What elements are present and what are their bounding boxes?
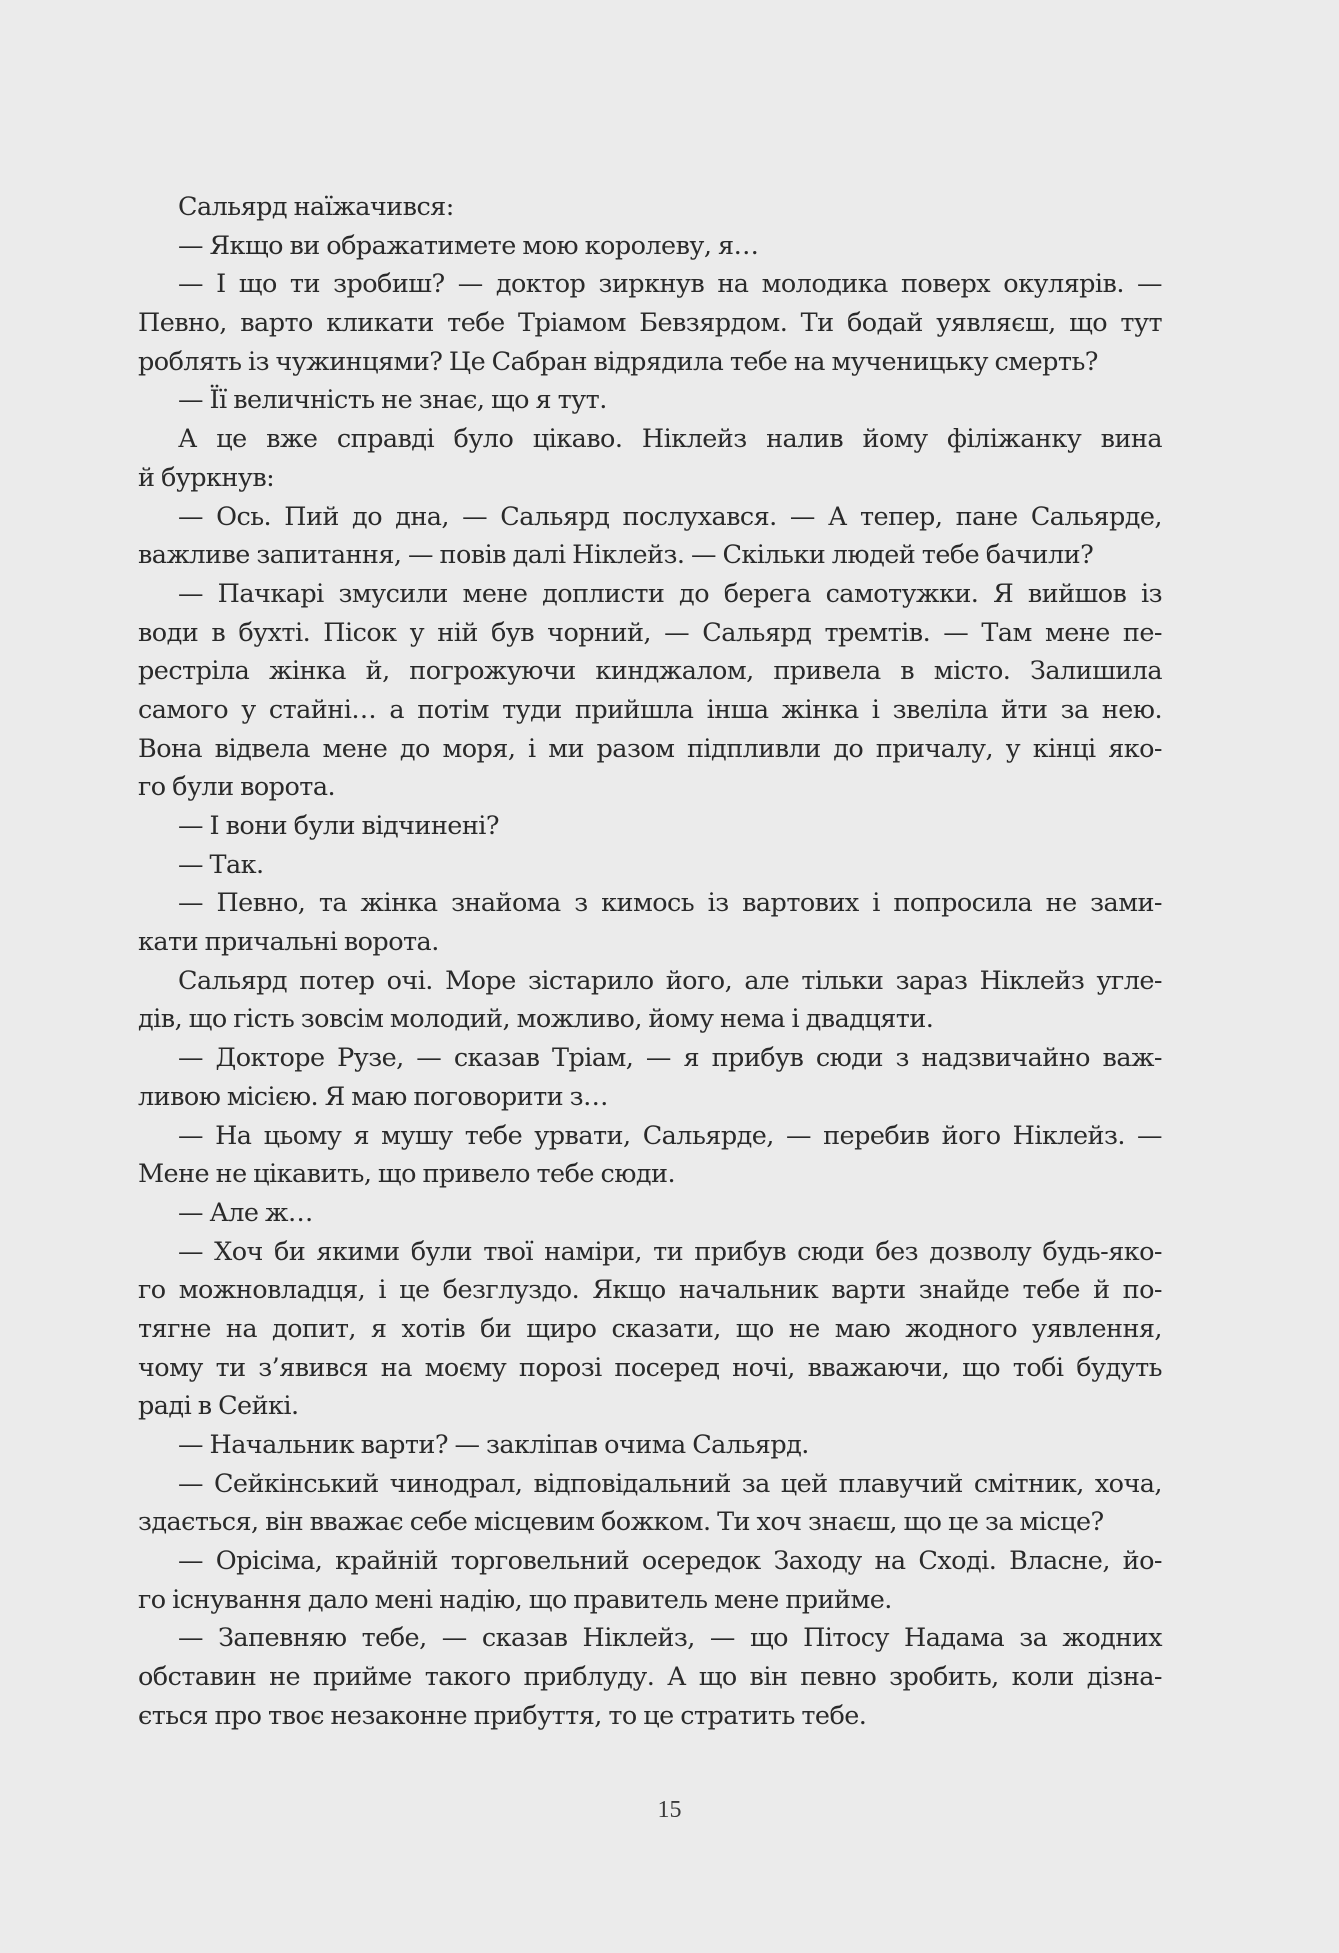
text-line: — І вони були відчинені? (178, 811, 500, 841)
text-line: — Докторе Рузе, — сказав Тріам, — я прибув сюди з надзвичайно важ- (178, 1043, 1162, 1074)
text-line: Сальярд потер очі. Море зістарило його, але тільки зараз Ніклейз угле- (178, 965, 1162, 996)
body-text (138, 188, 1162, 1736)
text-line: раді в Сейкі. (138, 1391, 299, 1422)
text-line: важливе запитання, — повів далі Ніклейз. — Скільки людей тебе бачили? (138, 540, 1094, 571)
text-line: дів, що гість зовсім молодий, можливо, йому нема і двадцяти. (138, 1004, 934, 1035)
text-line: — Начальник варти? — закліпав очима Сальярд. (178, 1430, 809, 1460)
text-line: обставин не прийме такого приблуду. А що він певно зробить, коли дізна- (138, 1662, 1162, 1693)
text-line: — Якщо ви ображатимете мою королеву, я… (178, 230, 759, 261)
text-line: — Хоч би якими були твої наміри, ти прибув сюди без дозволу будь-яко- (178, 1236, 1162, 1267)
text-line: Сальярд наїжачився: (178, 192, 454, 222)
text-line: — Орісіма, крайній торговельний осередок Заходу на Сході. Власне, йо- (178, 1546, 1162, 1577)
text-line: рестріла жінка й, погрожуючи кинджалом, привела в місто. Залишила (138, 656, 1162, 687)
text-line: самого у стайні… а потім туди прийшла інша жінка і звеліла йти за нею. (138, 694, 1162, 725)
text-line: ється про твоє незаконне прибуття, то це стратить тебе. (138, 1700, 867, 1731)
text-line: Певно, варто кликати тебе Тріамом Бевзярдом. Ти бодай уявляєш, що тут (138, 308, 1162, 339)
text-line: — І що ти зробиш? — доктор зиркнув на молодика поверх окулярів. — (178, 269, 1162, 300)
text-line: — Запевняю тебе, — сказав Ніклейз, — що Пітосу Надама за жодних (178, 1623, 1162, 1654)
text-line: — Але ж… (178, 1197, 313, 1228)
text-line: А це вже справді було цікаво. Ніклейз налив йому філіжанку вина (178, 424, 1162, 455)
text-line: го існування дало мені надію, що правитель мене прийме. (138, 1584, 892, 1615)
page-number: 15 (657, 1797, 682, 1823)
text-line: тягне на допит, я хотів би щиро сказати, що не маю жодного уявлення, (138, 1313, 1162, 1344)
text-line: — Певно, та жінка знайома з кимось із вартових і попросила не зами- (178, 888, 1162, 919)
text-line: води в бухті. Пісок у ній був чорний, — Сальярд тремтів. — Там мене пе- (138, 617, 1162, 648)
text-line: Мене не цікавить, що привело тебе сюди. (138, 1159, 675, 1190)
text-line: кати причальні ворота. (138, 927, 439, 958)
text-line: роблять із чужинцями? Це Сабран відрядила тебе на мученицьку смерть? (138, 346, 1098, 377)
text-line: — Пачкарі змусили мене доплисти до берега самотужки. Я вийшов із (178, 578, 1162, 609)
text-line: — Так. (178, 849, 264, 880)
text-line: здається, він вважає себе місцевим божком. Ти хоч знаєш, що це за місце? (138, 1507, 1104, 1538)
text-line: чому ти з’явився на моєму порозі посеред ночі, вважаючи, що тобі будуть (138, 1352, 1162, 1383)
text-line: й буркнув: (138, 462, 275, 493)
text-line: ливою місією. Я маю поговорити з… (138, 1081, 608, 1112)
text-line: — Ось. Пий до дна, — Сальярд послухався. — А тепер, пане Сальярде, (178, 501, 1162, 532)
text-line: — Її величність не знає, що я тут. (178, 385, 607, 416)
text-line: го були ворота. (138, 772, 336, 803)
text-line: Вона відвела мене до моря, і ми разом підпливли до причалу, у кінці яко- (138, 733, 1162, 764)
text-line: го можновладця, і це безглуздо. Якщо начальник варти знайде тебе й по- (138, 1275, 1162, 1306)
text-line: — Сейкінський чинодрал, відповідальний за цей плавучий смітник, хоча, (178, 1468, 1162, 1499)
text-line: — На цьому я мушу тебе урвати, Сальярде, — перебив його Ніклейз. — (178, 1120, 1162, 1151)
